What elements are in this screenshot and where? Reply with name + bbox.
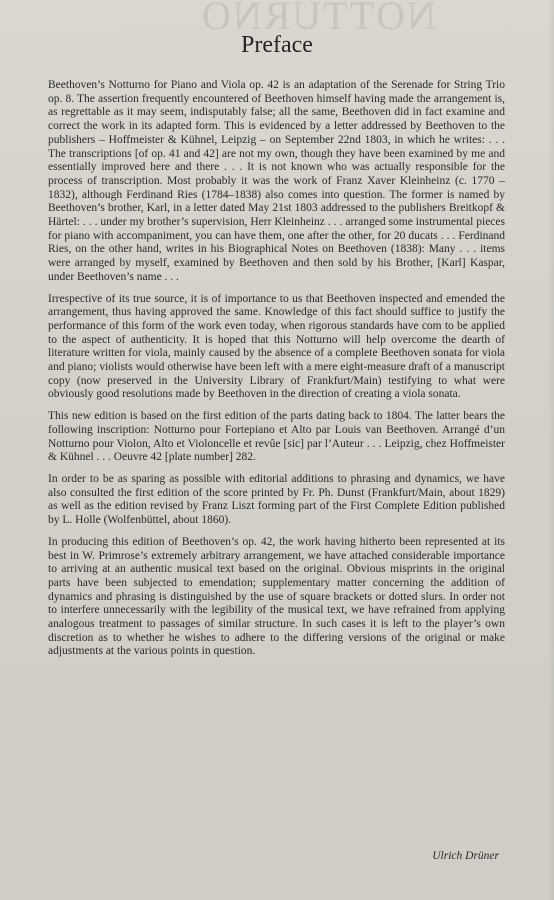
paragraph-1: Beethoven’s Notturno for Piano and Viola op. 42 is an adaptation of the Serenade for String Trio op. 8. The assertion frequently encountered of Beethoven himself having made the arrangement is, as regrettable as it may seem, indisputably false; all the same, Beethoven did in fact examine and correct the work in its adapted form. This is evidenced by a letter addressed by Beethoven to the publishers – Hoffmeister & Kühnel, Leipzig – on September 22nd 1803, in which he writes: . . . The transcriptions [of op. 41 and 42] are not my own, though they have been examined by me and essentially improved here and there . . . It is not known who was actually responsible for the process of transcription. Most probably it was the work of Franz Xaver Kleinheinz (c. 1770 – 1832), although Ferdinand Ries (1784–1838) also comes into question. The former is named by Beethoven’s brother, Karl, in a letter dated May 21st 1803 addressed to the publishers Breitkopf & Härtel: . . . under my brother’s supervision, Herr Kleinheinz . . . arranged some instrumental pieces for piano with accompaniment, you can have them, one after the other, for 20 ducats . . . Ferdinand Ries, on the other hand, writes in his Biographical Notes on Beethoven (1838): Many . . . items were arranged by myself, examined by Beethoven and then sold by his Brother, [Karl] Kaspar, under Beethoven’s name . . . <box>48 79 505 283</box>
paragraph-4: In order to be as sparing as possible with editorial additions to phrasing and dynamics, we have also consulted the first edition of the score printed by Fr. Ph. Dunst (Frankfurt/Main, about 1829) as well as the edition revised by Franz Liszt forming part of the First Complete Edition published by L. Holle (Wolfenbüttel, about 1860). <box>48 472 505 527</box>
page-title: Preface <box>241 32 313 58</box>
paragraph-5: In producing this edition of Beethoven’s op. 42, the work having hitherto been represented at its best in W. Primrose’s extremely arbitrary arrangement, we have attached considerable importance to arriving at an authentic musical text based on the original. Obvious misprints in the original parts have been subjected to emendation; supplementary matter concerning the addition of dynamics and phrasing is distinguished by the use of square brackets or dotted slurs. In order not to interfere unnecessarily with the legibility of the musical text, we have refrained from applying analogous treatment to passages of similar structure. In such cases it is left to the player’s own discretion as to whether he wishes to adhere to the differing versions of the original or make adjustments at the various points in question. <box>48 535 505 658</box>
preface-body <box>48 79 505 667</box>
page-edge-shadow <box>548 0 554 900</box>
paragraph-2: Irrespective of its true source, it is of importance to us that Beethoven inspected and emended the arrangement, thus having approved the same. Knowledge of this fact should suffice to justify the performance of this form of the work even today, when rigorous standards have com to be applied to the aspect of authenticity. It is hoped that this Notturno will help overcome the dearth of literature written for viola, mainly caused by the absence of a complete Beethoven sonata for viola and piano; violists would otherwise have been left with a mere eight-measure draft of a manuscript copy (now preserved in the University Library of Frankfurt/Main) testifying to what were obviously good resolutions made by Beethoven in the direction of creating a viola sonata. <box>48 292 505 401</box>
paragraph-3: This new edition is based on the first edition of the parts dating back to 1804. The latter bears the following inscription: Notturno pour Fortepiano et Alto par Louis van Beethoven. Arrangé d’un Notturno pour Violon, Alto et Violoncelle et revûe [sic] par l’Auteur . . . Leipzig, chez Hoffmeister & Kühnel . . . Oeuvre 42 [plate number] 282. <box>48 410 505 464</box>
author-signature: Ulrich Drüner <box>432 850 499 862</box>
bleed-through-text: NOTTURNO <box>200 0 436 38</box>
